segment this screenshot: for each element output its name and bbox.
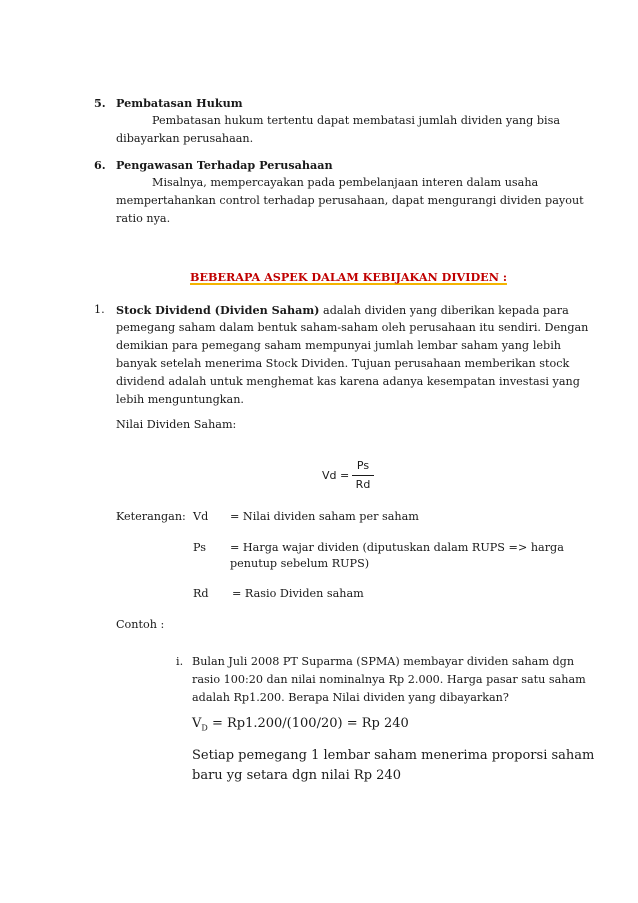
paragraph-line: demikian para pemegang saham mempunyai jumlah lembar saham yang lebih <box>116 339 561 352</box>
result-line: Setiap pemegang 1 lembar saham menerima proporsi saham <box>192 748 595 763</box>
item-6-text-line: ratio nya. <box>116 212 171 225</box>
example-line: rasio 100:20 dan nilai nominalnya Rp 2.000. Harga pasar satu saham <box>192 673 586 686</box>
list-number-1: 1. <box>94 303 105 316</box>
symbol-ps: Ps <box>193 541 206 554</box>
paragraph-line: banyak setelah menerima Stock Dividen. Tujuan perusahaan memberikan stock <box>116 357 570 370</box>
example-number: i. <box>176 655 184 668</box>
formula <box>322 461 382 495</box>
item-number-5: 5. <box>94 96 106 110</box>
desc-rd: = Rasio Dividen saham <box>232 587 364 600</box>
calc-subscript: D <box>201 723 208 733</box>
formula-denominator: Rd <box>355 478 371 491</box>
paragraph-line <box>116 303 569 318</box>
item-5-text-line: dibayarkan perusahaan. <box>116 132 254 145</box>
example-line: Bulan Juli 2008 PT Suparma (SPMA) membayar dividen saham dgn <box>192 655 575 668</box>
formula-lhs: Vd = <box>322 469 350 482</box>
calculation <box>192 717 409 736</box>
keterangan-label: Keterangan: <box>116 510 186 523</box>
paragraph-line: lebih menguntungkan. <box>116 393 244 406</box>
item-title-pembatasan-hukum: Pembatasan Hukum <box>116 96 243 110</box>
result-line: baru yg setara dgn nilai Rp 240 <box>192 768 401 783</box>
desc-ps-cont: penutup sebelum RUPS) <box>230 557 370 570</box>
calc-v: V <box>192 716 202 731</box>
item-5-text-line: Pembatasan hukum tertentu dapat membatasi jumlah dividen yang bisa <box>152 114 560 127</box>
item-6-text-line: mempertahankan control terhadap perusahaan, dapat mengurangi dividen payout <box>116 194 584 207</box>
item-title-pengawasan: Pengawasan Terhadap Perusahaan <box>116 158 333 172</box>
item-number-6: 6. <box>94 158 106 172</box>
contoh-label: Contoh : <box>116 618 165 631</box>
section-heading: BEBERAPA ASPEK DALAM KEBIJAKAN DIVIDEN : <box>190 270 507 284</box>
desc-ps: = Harga wajar dividen (diputuskan dalam RUPS => harga <box>230 541 564 554</box>
paragraph-line: pemegang saham dalam bentuk saham-saham oleh perusahaan itu sendiri. Dengan <box>116 321 589 334</box>
paragraph-line: dividend adalah untuk menghemat kas karena adanya kesempatan investasi yang <box>116 375 580 388</box>
symbol-vd: Vd <box>193 510 209 523</box>
nilai-dividen-label: Nilai Dividen Saham: <box>116 418 237 431</box>
calc-result: = Rp1.200/(100/20) = Rp 240 <box>211 716 409 731</box>
example-line: adalah Rp1.200. Berapa Nilai dividen yang dibayarkan? <box>192 691 509 704</box>
item-6-text-line: Misalnya, mempercayakan pada pembelanjaan interen dalam usaha <box>152 176 539 189</box>
paragraph-text: adalah dividen yang diberikan kepada para <box>323 304 569 317</box>
desc-vd: = Nilai dividen saham per saham <box>230 510 419 523</box>
formula-numerator: Ps <box>356 459 370 472</box>
fraction-bar <box>352 475 374 476</box>
symbol-rd: Rd <box>193 587 209 600</box>
term-stock-dividend: Stock Dividend (Dividen Saham) <box>116 303 320 317</box>
